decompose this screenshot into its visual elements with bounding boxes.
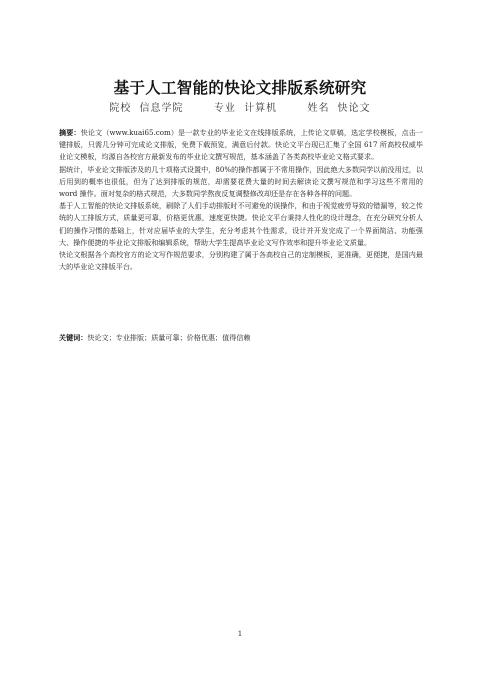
major-value: 计算机	[244, 103, 278, 114]
keywords-value: 快论文；专业排版；质量可靠；价格优惠；值得信赖	[87, 333, 251, 342]
school-label: 院校	[109, 103, 132, 114]
keywords-label: 关键词：	[59, 333, 88, 342]
document-title: 基于人工智能的快论文排版系统研究	[113, 78, 367, 97]
school-value: 信息学院	[139, 103, 184, 114]
abstract-paragraph-4: 快论文根据各个高校官方的论文写作规范要求，分别构建了属于各高校自己的定制模板，更准确，更便捷，是国内最大的毕业论文排版平台。	[59, 250, 423, 272]
abstract-paragraph-2: 据统计，毕业论文排版涉及的几十项格式设置中，80%的操作都属于不常用操作，因此绝大多数同学以前没用过，以后用到的概率也很低，但为了达到排版的规范，却需要花费大量的时间去解读论文撰写规范和学习这些不常用的 word 操作。面对复杂的格式规范，大多数同学熬夜反复调整修改却还是存在各种各样的问题。	[59, 164, 423, 199]
major-label: 专业	[213, 103, 236, 114]
keywords-line	[59, 332, 423, 344]
page-number: 1	[237, 629, 243, 638]
abstract-text-1: 快论文（www.kuai65.com）是一款专业的毕业论文在线排版系统，上传论文草稿，选定学校模板，点击一键排版，只需几分钟可完成论文排版，免费下载预览，满意后付款。快论文平台现已汇集了全国 617 所高校权威毕业论文模板，均源自各校官方最新发布的毕业论文撰写规范，基本涵盖了各类高校毕业论文格式要求。	[59, 128, 423, 162]
author-meta-line	[0, 99, 480, 114]
abstract-section	[59, 127, 423, 273]
abstract-paragraph-3: 基于人工智能的快论文排版系统，刷除了人们手动排版时不可避免的误操作，和由于视觉疲劳导致的错漏等，较之传统的人工排版方式，质量更可靠，价格更优惠，速度更快捷。快论文平台秉持人性化的设计理念，在充分研究分析人们的操作习惯的基础上，针对应届毕业的大学生，充分考虑其个性需求，设计并开发完成了一个界面简洁、功能强大、操作便捷的毕业论文排版和编辑系统，帮助大学生提高毕业论文写作效率和提升毕业论文质量。	[59, 201, 423, 247]
abstract-label: 摘要：	[59, 128, 81, 137]
abstract-paragraph-1	[59, 127, 423, 164]
name-value: 快论文	[337, 103, 371, 114]
name-label: 姓名	[307, 103, 330, 114]
